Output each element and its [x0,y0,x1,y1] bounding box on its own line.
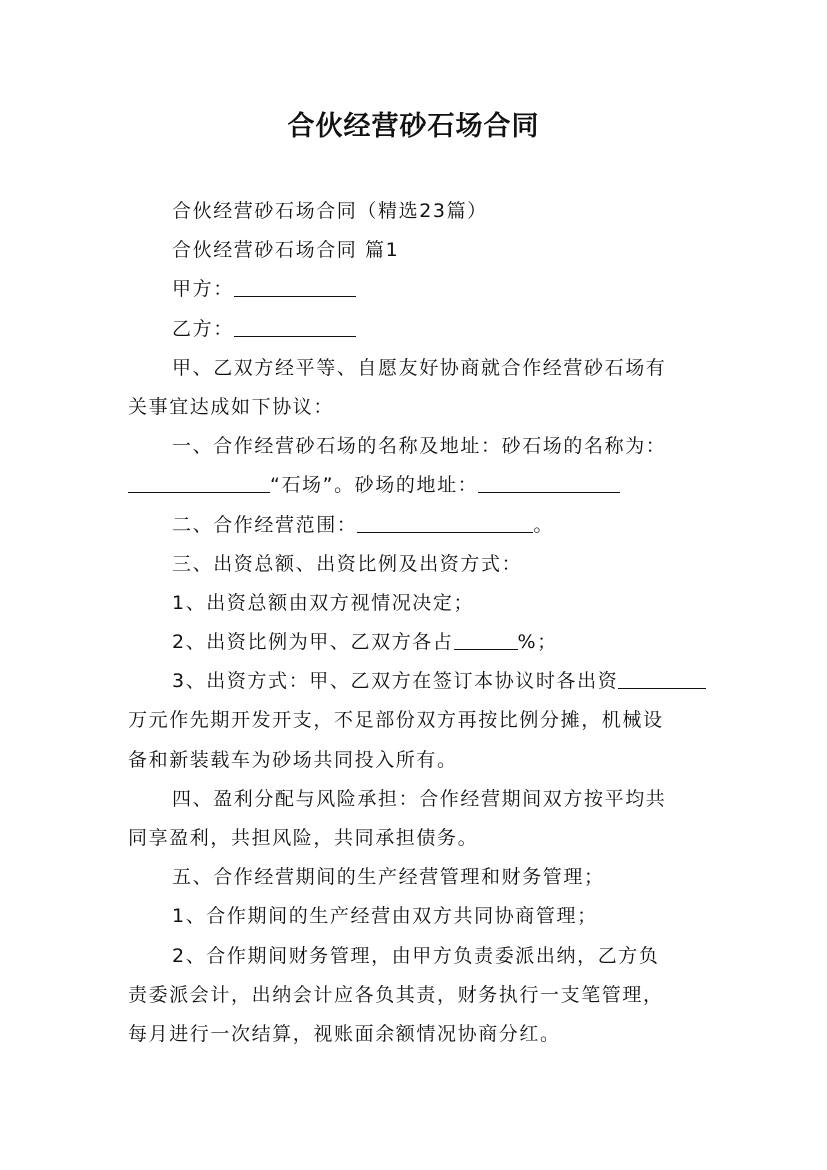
section-3-item-2 [128,623,720,662]
quarry-name-blank [128,470,270,493]
section-5-item-1: 1、合作期间的生产经营由双方共同协商管理； [172,905,598,928]
document-body [128,192,720,1054]
quarry-address-blank [478,470,620,493]
section-1-line-2 [128,466,720,505]
section-5-title: 五、合作经营期间的生产经营管理和财务管理； [172,866,605,889]
party-a-blank [234,274,356,297]
party-a-line [128,270,720,309]
section-1-line-1: 一、合作经营砂石场的名称及地址：砂石场的名称为： [172,435,667,458]
section-4-line-1: 四、盈利分配与风险承担：合作经营期间双方按平均共 [172,787,667,810]
section-5-item-2-line-1: 2、合作期间财务管理，由甲方负责委派出纳，乙方负 [172,944,660,967]
section-4-line-2: 同享盈利，共担风险，共同承担债务。 [128,827,479,849]
subtitle-part: 合伙经营砂石场合同 篇1 [172,239,400,262]
section-3-item-3-text: 3、出资方式：甲、乙双方在签订本协议时各出资 [172,670,619,693]
section-3-item-2-end: %； [517,631,558,654]
section-2-line [128,506,720,545]
section-3-item-1: 1、出资总额由双方视情况决定； [172,591,475,614]
business-scope-blank [357,510,533,533]
party-b-line [128,310,720,349]
party-a-label: 甲方： [172,278,234,301]
intro-line-2: 关事宜达成如下协议： [128,395,335,418]
section-3-item-3-line-3: 备和新装载车为砂场共同投入所有。 [128,748,458,771]
section-1-line-2-text: “石场”。砂场的地址： [270,474,479,497]
section-5-item-2-line-2: 责委派会计，出纳会计应各负其责，财务执行一支笔管理， [128,983,664,1006]
section-2-text: 二、合作经营范围： [172,513,358,536]
section-5-item-2-line-3: 每月进行一次结算，视账面余额情况协商分红。 [128,1022,561,1045]
section-2-end: 。 [533,513,555,536]
party-b-label: 乙方： [172,317,234,340]
investment-amount-blank [618,666,706,689]
section-3-item-2-text: 2、出资比例为甲、乙双方各占 [172,631,454,654]
section-3-item-3-line-1 [128,662,720,701]
document-title: 合伙经营砂石场合同 [287,111,540,142]
section-3-title: 三、出资总额、出资比例及出资方式： [172,552,523,575]
ratio-blank [454,627,518,650]
subtitle-collection: 合伙经营砂石场合同（精选23篇） [172,200,488,222]
intro-line-1: 甲、乙双方经平等、自愿友好协商就合作经营砂石场有 [172,356,667,379]
section-3-item-3-line-2: 万元作先期开发开支，不足部份双方再按比例分摊，机械设 [128,709,664,732]
party-b-blank [234,314,356,337]
